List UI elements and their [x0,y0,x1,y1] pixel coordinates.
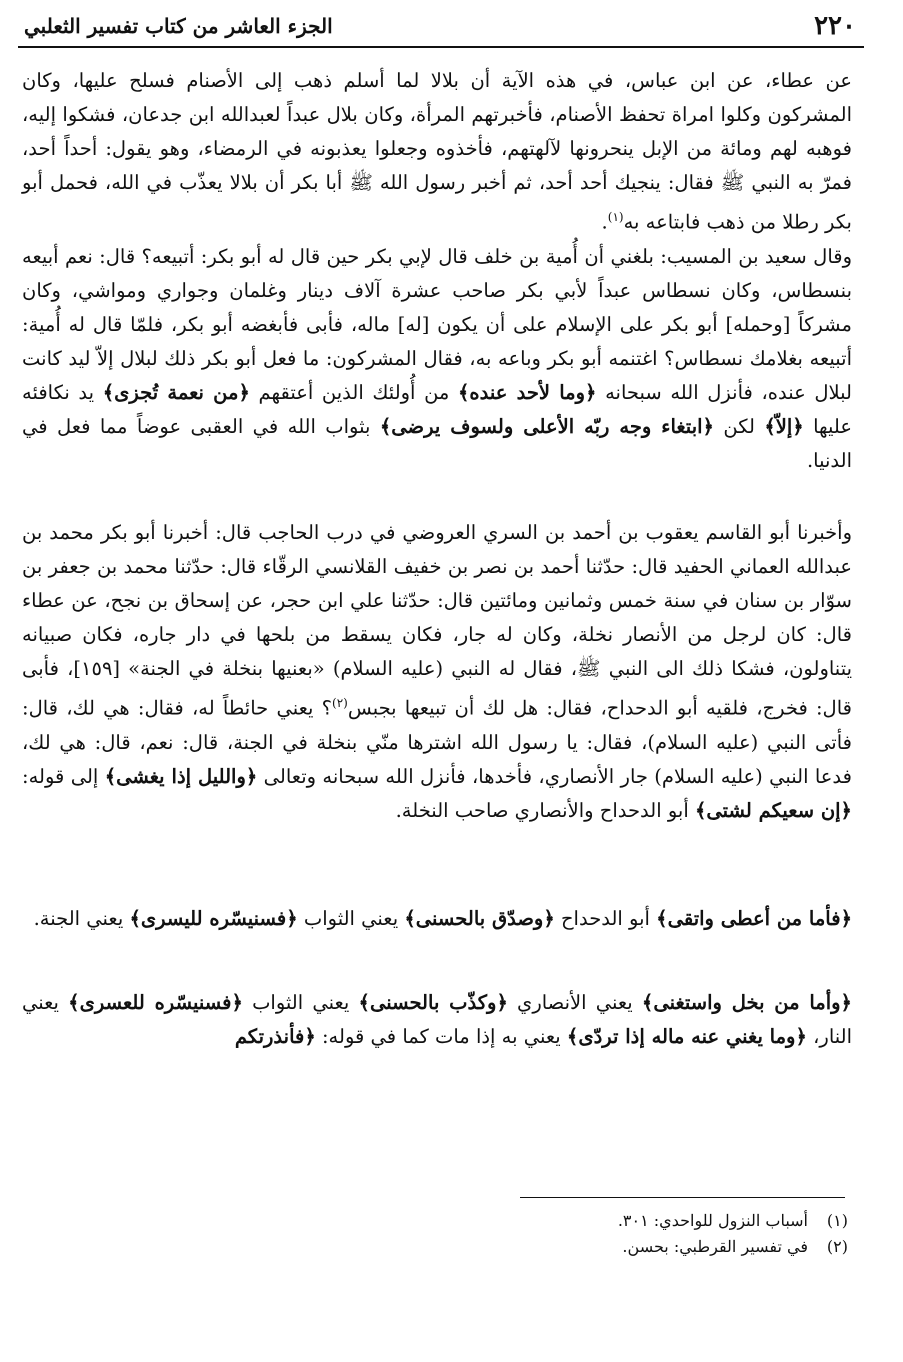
footnotes [400,1208,848,1260]
text-run: يعني الثواب [242,991,359,1014]
footnote-text: في تفسير القرطبي: بحسن. [622,1237,808,1256]
quran-verse: ﴿فسنيسّره للعسرى﴾ [68,991,243,1014]
text-run: بثواب الله في العقبى عوضاً مما فعل في الدنيا. [22,415,852,472]
text-run: ؟ يعني حائطاً له، فقال: هي لك، قال: فأتى النبي (عليه السلام)، فقال: يا رسول الله اشترها منّي بنخلة في الجنة، قال: نعم، قال: هي لك، فدعا النبي (عليه السلام) جار الأنصاري، فأخدها، فأنزل الله سبحانه وتعالى [22,696,852,788]
text-run: يعني به إذا مات كما في قوله: [315,1025,567,1048]
quran-verse: ﴿فأما من أعطى واتقى﴾ [656,907,852,930]
text-run: يعني النار، [22,991,852,1048]
quran-verse: ﴿ابتغاء وجه ربّه الأعلى ولسوف يرضى﴾ [379,415,714,438]
page-number: ٢٢٠ [814,11,856,41]
quran-verse: ﴿من نعمة تُجزى﴾ [102,381,250,404]
footnote-ref: (١) [607,210,624,224]
quran-verse: ﴿وصدّق بالحسنى﴾ [404,907,555,930]
text-run: يعني الثواب [297,907,405,930]
footnote-number: (١) [826,1211,848,1230]
text-run: من أُولئك الذين أعتقهم [249,381,458,404]
quran-verse: ﴿فسنيسّره لليسرى﴾ [129,907,298,930]
footnote-divider [520,1197,845,1198]
text-run: يد نكافئه عليها [22,381,852,438]
page-header [18,6,864,48]
text-run: . [601,210,608,234]
paragraph [22,240,852,516]
text-run: عن عطاء، عن ابن عباس، في هذه الآية أن بلالا لما أسلم ذهب إلى الأصنام فسلح عليها، وكان المشركون وكلوا امراة تحفظ الأصنام، فأخبرتهم المرأة، وكان بلال عبداً لعبدالله ابن جدعان، فشكوا إليه، فوهبه لهم ومائة من الإبل ينحرونها لآلهتهم، فأخذوه وجعلوا يعذبونه في الرمضاء، وهو يقول: أحداً أحد، فمرّ به النبي ﷺ فقال: ينجيك أحد أحد، ثم أخبر رسول الله ﷺ أبا بكر أن بلالا يعذّب في الله، فحمل أبو بكر رطلا من ذهب فابتاعه به [22,69,852,234]
footnote-ref: (٢) [332,696,348,710]
running-title: الجزء العاشر من كتاب تفسير الثعلبي [24,14,333,38]
quran-verse: ﴿إن سعيكم لشتى﴾ [694,798,852,822]
text-run: وقال سعيد بن المسيب: بلغني أن أُمية بن خلف قال لإبي بكر حين قال له أبو بكر: أتبيعه؟ قال: نعم أبيعه بنسطاس، وكان نسطاس عبداً لأبي بكر صاحب عشرة آلاف دينار وغلمان وجواري ومواشي، وكان مشركاً [وحمله] أبو بكر على الإسلام على أن يكون [له] ماله، فأبى فأبغضه أبو بكر، فلمّا قال له أُمية: أتبيعه بغلامك نسطاس؟ اغتنمه أبو بكر وباعه به، فقال المشركون: ما فعل أبو بكر ذلك لبلال إلاّ ليد كانت لبلال عنده، فأنزل الله سبحانه [22,245,852,404]
quran-verse: ﴿وما لأحد عنده﴾ [458,381,597,404]
text-run: يعني الجنة. [33,907,130,930]
paragraph [22,902,852,986]
text-run: يعني الأنصاري [507,991,642,1014]
text-run: أبو الدحداح [554,907,657,930]
footnote-text: أسباب النزول للواحدي: ٣٠١. [617,1211,808,1230]
quran-verse: ﴿وكذّب بالحسنى﴾ [358,991,508,1014]
text-run: إلى قوله: [22,764,105,788]
quran-verse: ﴿فأنذرتكم [234,1025,316,1048]
footnote [400,1234,848,1260]
text-run: لكن [713,415,765,438]
footnote [400,1208,848,1234]
quran-verse: ﴿وما يغني عنه ماله إذا تردّى﴾ [566,1025,807,1048]
quran-verse: ﴿إلاّ﴾ [764,415,804,438]
text-run: أبو الدحداح والأنصاري صاحب النخلة. [395,798,695,822]
main-text [22,64,852,1070]
paragraph [22,64,852,240]
quran-verse: ﴿وأما من بخل واستغنى﴾ [641,991,852,1014]
quran-verse: ﴿والليل إذا يغشى﴾ [104,764,258,788]
text-run: وأخبرنا أبو القاسم يعقوب بن أحمد بن السري العروضي في درب الحاجب قال: أخبرنا أبو بكر محمد بن عبدالله العماني الحفيد قال: حدّثنا أحمد بن نصر بن خفيف القلانسي الرقّاء قال: حدّثنا محمد بن جعفر بن سوّار بن سنان في سنة خمس وثمانين ومائتين قال: حدّثنا علي ابن حجر، عن إسحاق بن نجح، عن عطاء قال: كان لرجل من الأنصار نخلة، وكان له جار، فكان يسقط من بلحها في دار جاره، فكان صبيانه يتناولون، فشكا ذلك الى النبي ﷺ، فقال له النبي (عليه السلام) «بعنيها بنخلة في الجنة» [١٥٩]، فأبى قال: فخرج، فلقيه أبو الدحداح، فقال: هل لك أن تبيعها بجبس [22,521,853,720]
paragraph [22,986,852,1070]
footnote-number: (٢) [826,1237,848,1256]
paragraph [22,516,852,902]
